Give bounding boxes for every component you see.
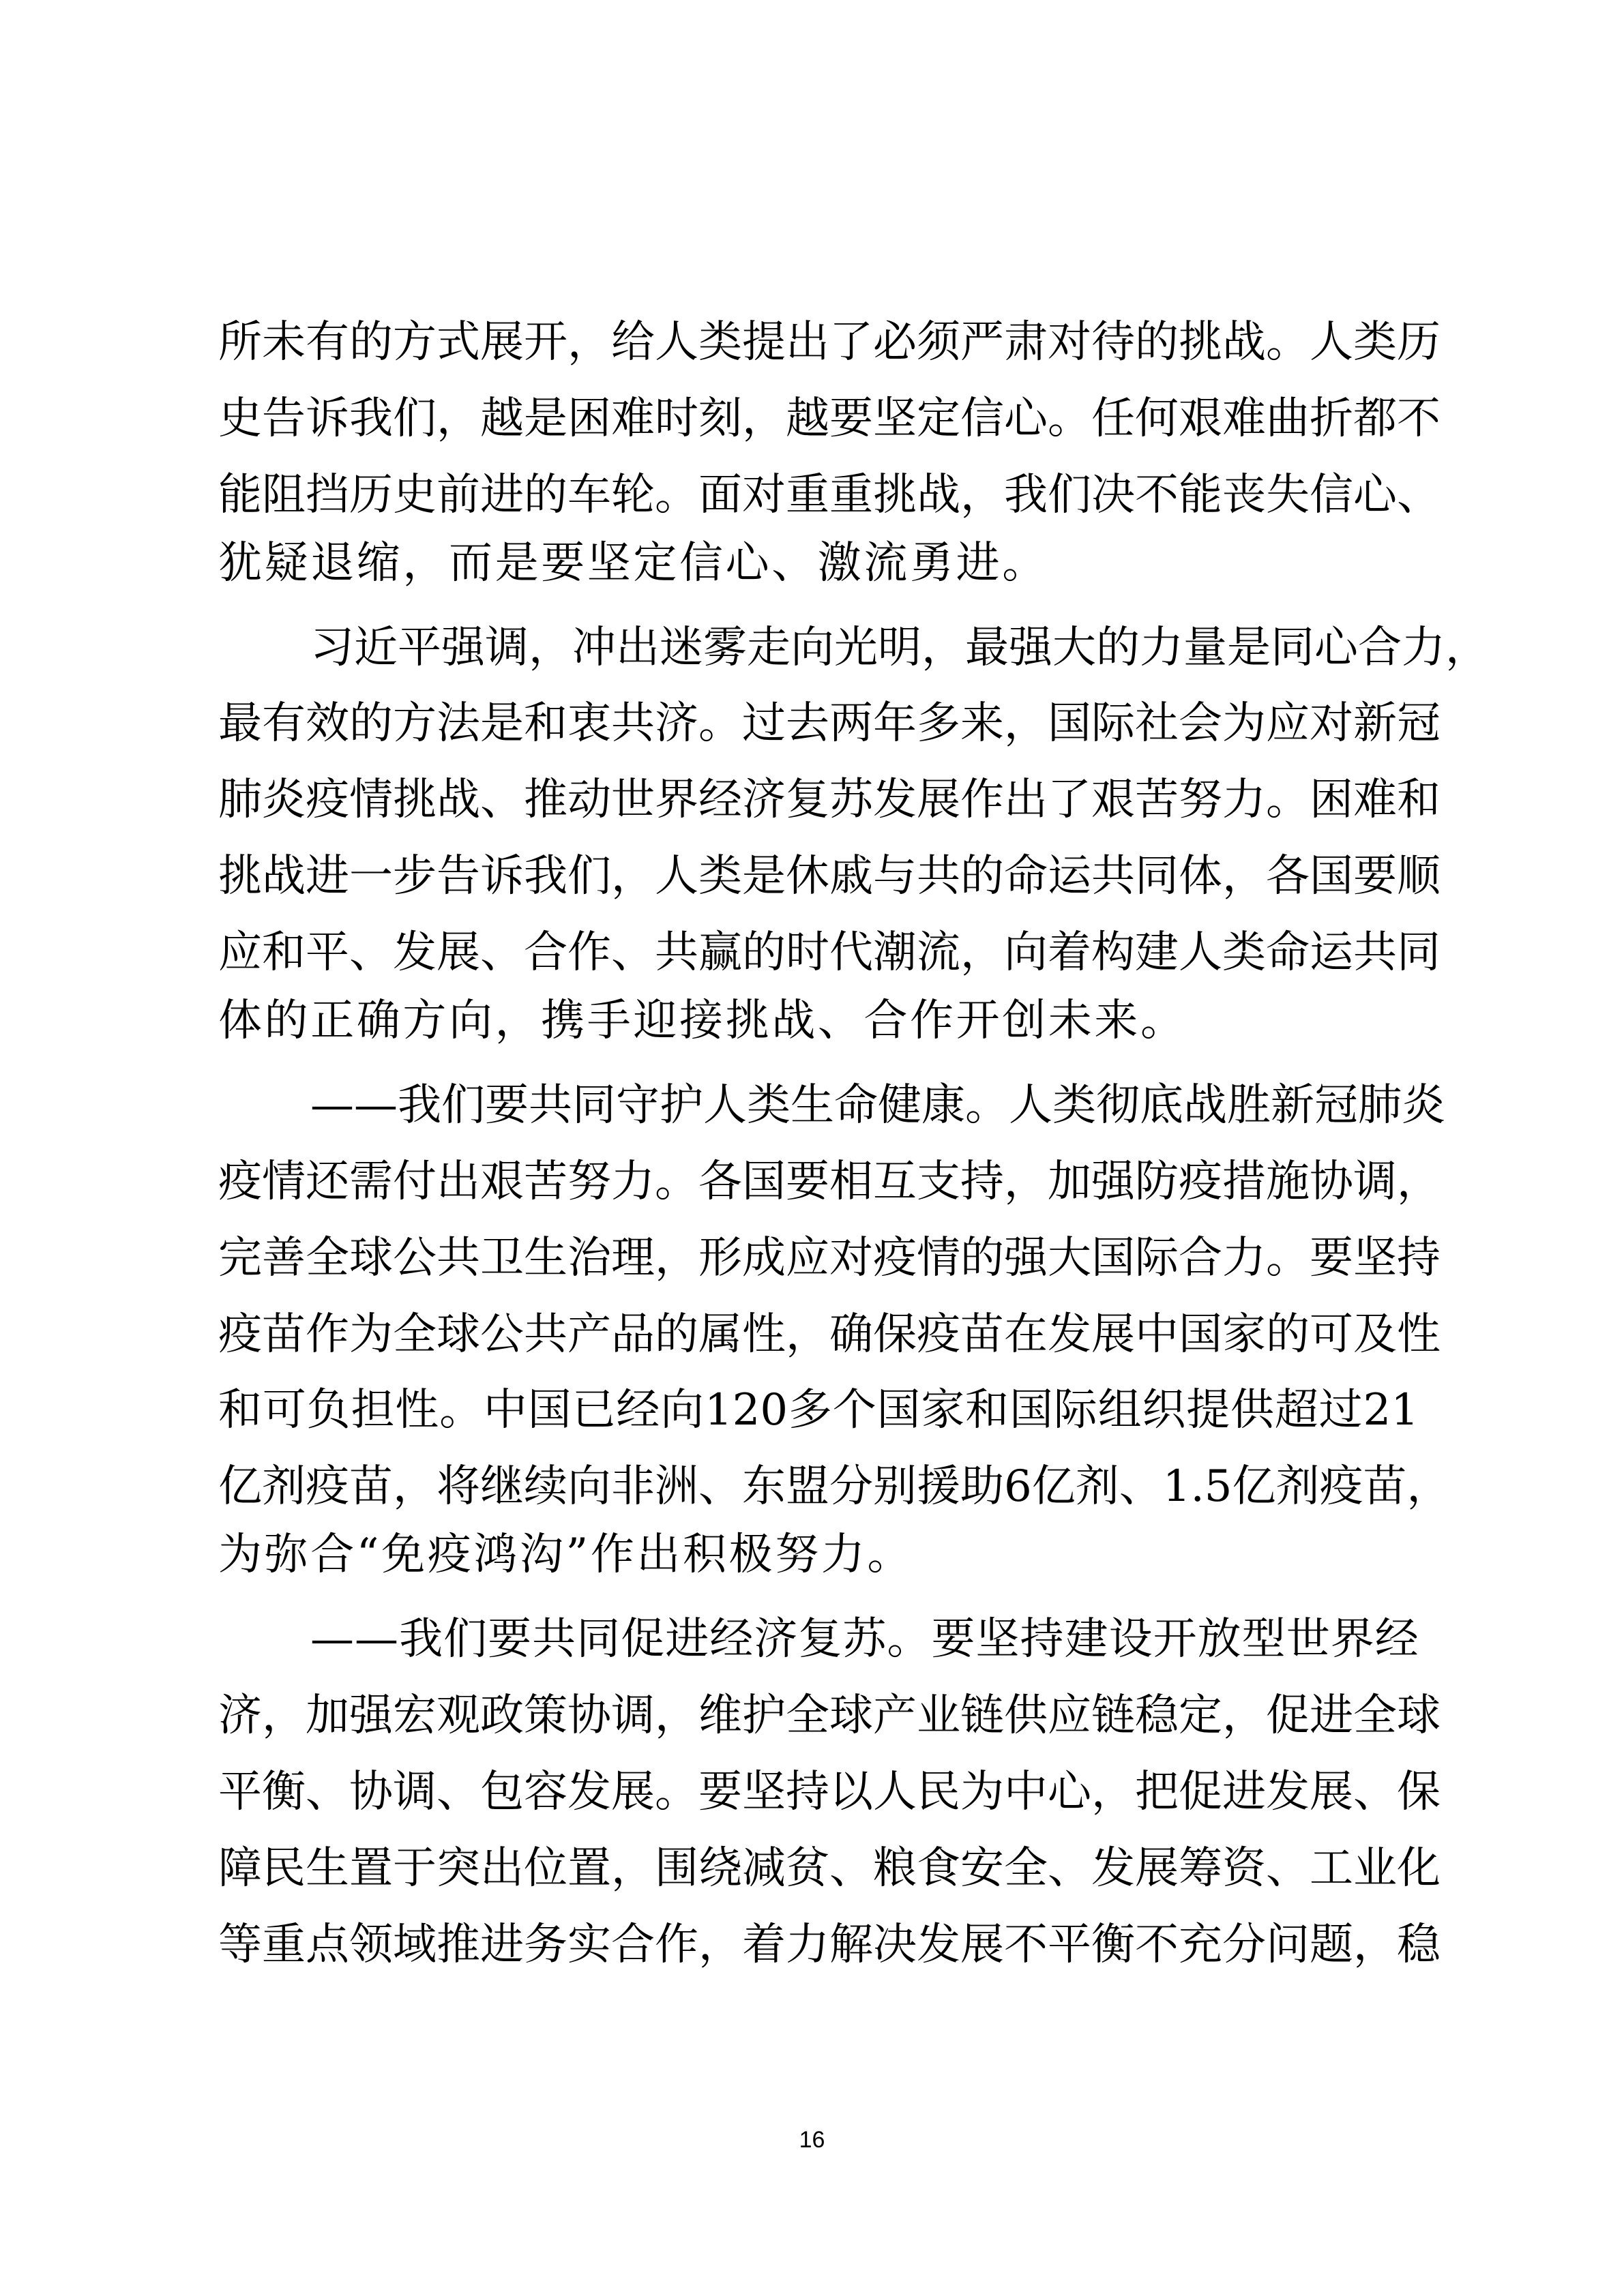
text-line: 史 告 诉 我 们 ， 越 是 困 难 时 刻 ， 越 要 坚 定 信 心 。 任 何 艰 难 曲 折 都 不	[218, 393, 1441, 444]
paragraph-2	[218, 610, 1489, 1067]
text-line: 习 近 平 强 调 ， 冲 出 迷 雾 走 向 光 明 ， 最 强 大 的 力 量 是 同 心 合 力 ，	[310, 622, 1489, 673]
paragraph-3	[218, 1067, 1451, 1601]
text-line: 疫 苗 作 为 全 球 公 共 产 品 的 属 性 ， 确 保 疫 苗 在 发 展 中 国 家 的 可 及 性	[218, 1309, 1441, 1360]
text-line: 障 民 生 置 于 突 出 位 置 ， 围 绕 减 贫 、 粮 食 安 全 、 发 展 筹 资 、 工 业 化	[218, 1843, 1441, 1894]
text-line: 犹疑退缩，而是要坚定信心、激流勇进。	[218, 537, 1048, 588]
page-number: 16	[799, 2127, 825, 2153]
text-line: 和 可 负 担 性 。 中 国 已 经 向 120 多 个 国 家 和 国 际 组 织 提 供 超 过 21	[218, 1385, 1419, 1436]
text-line: — — 我 们 要 共 同 守 护 人 类 生 命 健 康 。 人 类 彻 底 战 胜 新 冠 肺 炎	[310, 1079, 1445, 1131]
paragraph-4	[218, 1601, 1441, 1982]
text-line: 济 ， 加 强 宏 观 政 策 协 调 ， 维 护 全 球 产 业 链 供 应 链 稳 定 ， 促 进 全 球	[218, 1690, 1441, 1741]
text-line: 应 和 平 、 发 展 、 合 作 、 共 赢 的 时 代 潮 流 ， 向 着 构 建 人 类 命 运 共 同	[218, 927, 1441, 979]
text-line: 平 衡 、 协 调 、 包 容 发 展 。 要 坚 持 以 人 民 为 中 心 ， 把 促 进 发 展 、 保	[218, 1766, 1441, 1817]
text-line: 体的正确方向，携手迎接挑战、合作开创未来。	[218, 996, 1187, 1047]
text-line: 为弥合“免疫鸿沟”作出积极努力。	[218, 1530, 914, 1581]
text-line: 最 有 效 的 方 法 是 和 衷 共 济 。 过 去 两 年 多 来 ， 国 际 社 会 为 应 对 新 冠	[218, 698, 1441, 749]
text-line: 挑 战 进 一 步 告 诉 我 们 ， 人 类 是 休 戚 与 共 的 命 运 共 同 体 ， 各 国 要 顺	[218, 851, 1441, 902]
text-line: 亿 剂 疫 苗 ， 将 继 续 向 非 洲 、 东 盟 分 别 援 助 6 亿 剂 、 1.5 亿 剂 疫 苗 ，	[218, 1461, 1451, 1512]
text-line: 所 未 有 的 方 式 展 开 ， 给 人 类 提 出 了 必 须 严 肃 对 待 的 挑 战 。 人 类 历	[218, 316, 1441, 368]
text-line: 完 善 全 球 公 共 卫 生 治 理 ， 形 成 应 对 疫 情 的 强 大 国 际 合 力 。 要 坚 持	[218, 1232, 1441, 1283]
text-line: 能 阻 挡 历 史 前 进 的 车 轮 。 面 对 重 重 挑 战 ， 我 们 决 不 能 丧 失 信 心 、	[218, 469, 1441, 520]
body-text	[218, 304, 1489, 1983]
text-line: 疫 情 还 需 付 出 艰 苦 努 力 。 各 国 要 相 互 支 持 ， 加 强 防 疫 措 施 协 调 ，	[218, 1156, 1441, 1207]
paragraph-1	[218, 304, 1441, 610]
text-line: 等 重 点 领 域 推 进 务 实 合 作 ， 着 力 解 决 发 展 不 平 衡 不 充 分 问 题 ， 稳	[218, 1919, 1441, 1970]
text-line: 肺 炎 疫 情 挑 战 、 推 动 世 界 经 济 复 苏 发 展 作 出 了 艰 苦 努 力 。 困 难 和	[218, 775, 1441, 826]
text-line: — — 我 们 要 共 同 促 进 经 济 复 苏 。 要 坚 持 建 设 开 放 型 世 界 经	[310, 1614, 1419, 1665]
